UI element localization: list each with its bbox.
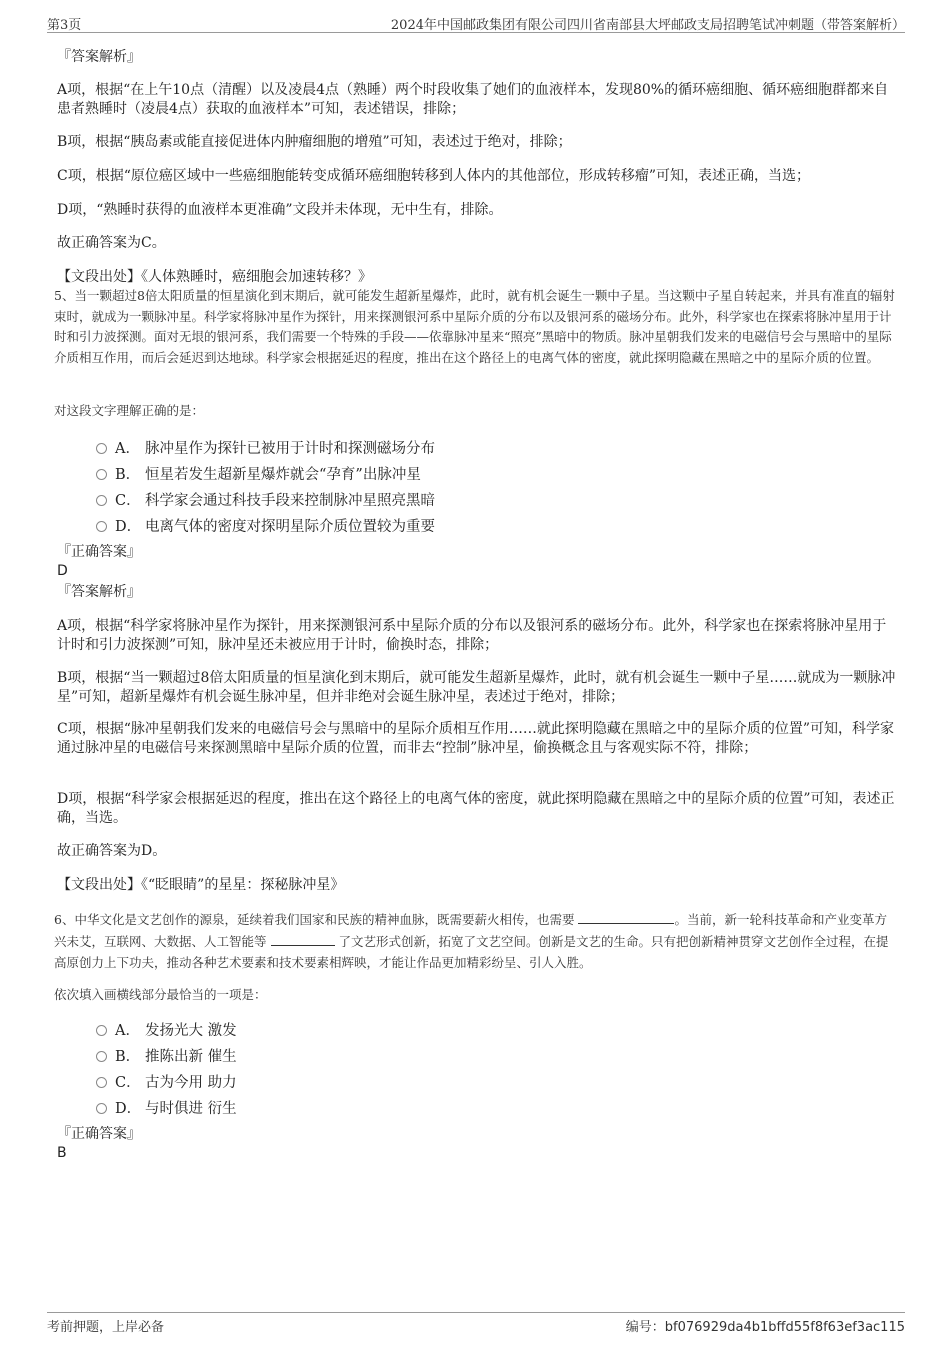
question-5-option-d[interactable]: D． 电离气体的密度对探明星际介质位置较为重要 [96,515,435,536]
answer-analysis-label: 『答案解析』 [57,49,141,65]
radio-icon[interactable] [96,443,107,454]
analysis-conclusion: 故正确答案为C。 [57,235,166,251]
page-header [47,12,905,33]
analysis-conclusion: 故正确答案为D。 [57,843,167,859]
question-6-option-c[interactable]: C． 古为今用 助力 [96,1071,237,1092]
question-5-option-c[interactable]: C． 科学家会通过科技手段来控制脉冲星照亮黑暗 [96,489,435,510]
radio-icon[interactable] [96,521,107,532]
analysis-option-d: D项，“熟睡时获得的血液样本更准确”文段并未体现，无中生有，排除。 [57,202,503,218]
analysis-option-a: A项，根据“科学家将脉冲星作为探针，用来探测银河系中星际介质的分布以及银河系的磁场分布。此外，科学家也在探索将脉冲星用于计时和引力波探测”可知，脉冲星还未被应用于计时，偷换时态，排除； [57,618,887,653]
radio-icon[interactable] [96,1025,107,1036]
page-footer [47,1312,905,1337]
analysis-option-d: D项，根据“科学家会根据延迟的程度，推出在这个路径上的电离气体的密度，就此探明隐藏在黑暗之中的星际介质的位置”可知，表述正确，当选。 [57,791,895,826]
question-6-passage: 6、中华文化是文艺创作的源泉，延续着我们国家和民族的精神血脉，既需要薪火相传，也需要 。当前，新一轮科技革命和产业变革方兴未艾，互联网、大数据、人工智能等 了文艺形式创新，拓宽了文艺空间。创新是文艺的生命。只有把创新精神贯穿文艺创作全过程，在提高原创力上下功夫，推动各种艺术要素和技术要素相辉映，才能让作品更加精彩纷呈、引人入胜。 [54,912,889,970]
page-number: 第3页 [47,18,82,33]
question-5-option-b[interactable]: B． 恒星若发生超新星爆炸就会“孕育”出脉冲星 [96,463,421,484]
question-5-prompt: 对这段文字理解正确的是： [54,403,205,418]
footer-slogan: 考前押题，上岸必备 [47,1320,165,1335]
fill-blank-2 [271,932,335,946]
question-5-option-a[interactable]: A． 脉冲星作为探针已被用于计时和探测磁场分布 [96,437,435,458]
document-code: 编号：bf076929da4b1bffd55f8f63ef3ac115 [625,1320,905,1335]
passage-source: 【文段出处】《“眨眼睛”的星星：探秘脉冲星》 [57,877,345,893]
radio-icon[interactable] [96,1051,107,1062]
radio-icon[interactable] [96,1077,107,1088]
fill-blank-1 [578,910,674,924]
radio-icon[interactable] [96,495,107,506]
correct-answer: B [57,1145,67,1161]
analysis-option-c: C项，根据“脉冲星朝我们发来的电磁信号会与黑暗中的星际介质相互作用……就此探明隐藏在黑暗之中的星际介质的位置”可知，科学家通过脉冲星的电磁信号来探测黑暗中星际介质的位置，而非去“控制”脉冲星，偷换概念且与客观实际不符，排除； [57,721,895,756]
analysis-option-b: B项，根据“胰岛素或能直接促进体内肿瘤细胞的增殖”可知，表述过于绝对，排除； [57,134,572,150]
question-6-option-d[interactable]: D． 与时俱进 衍生 [96,1097,237,1118]
analysis-option-c: C项，根据“原位癌区域中一些癌细胞能转变成循环癌细胞转移到人体内的其他部位，形成转移瘤”可知，表述正确，当选； [57,168,811,184]
radio-icon[interactable] [96,1103,107,1114]
document-title: 2024年中国邮政集团有限公司四川省南部县大坪邮政支局招聘笔试冲刺题（带答案解析） [390,18,905,33]
analysis-option-b: B项，根据“当一颗超过8倍太阳质量的恒星演化到末期后，就可能发生超新星爆炸，此时，就有机会诞生一颗中子星……就成为一颗脉冲星”可知，超新星爆炸有机会诞生脉冲星，但并非绝对会诞生脉冲星，表述过于绝对，排除； [57,670,896,705]
answer-analysis-label: 『答案解析』 [57,584,141,600]
question-6-option-b[interactable]: B． 推陈出新 催生 [96,1045,237,1066]
radio-icon[interactable] [96,469,107,480]
question-5-passage: 5、当一颗超过8倍太阳质量的恒星演化到末期后，就可能发生超新星爆炸，此时，就有机会诞生一颗中子星。当这颗中子星自转起来，并具有准直的辐射束时，就成为一颗脉冲星。科学家将脉冲星作为探针，用来探测银河系中星际介质的分布以及银河系的磁场分布。此外，科学家也在探索将脉冲星用于计时和引力波探测。面对无垠的银河系，我们需要一个特殊的手段——依靠脉冲星来“照亮”黑暗中的物质。脉冲星朝我们发来的电磁信号会与黑暗中的星际介质相互作用，而后会延迟到达地球。科学家会根据延迟的程度，推出在这个路径上的电离气体的密度，就此探明隐藏在黑暗之中的星际介质的位置。 [54,288,895,365]
question-6-prompt: 依次填入画横线部分最恰当的一项是： [54,987,267,1002]
correct-answer-label: 『正确答案』 [57,544,141,560]
passage-source: 【文段出处】《人体熟睡时，癌细胞会加速转移？》 [57,269,372,285]
analysis-option-a: A项，根据“在上午10点（清醒）以及凌晨4点（熟睡）两个时段收集了她们的血液样本，发现80%的循环癌细胞、循环癌细胞群都来自患者熟睡时（凌晨4点）获取的血液样本”可知，表述错误，排除； [57,82,889,117]
correct-answer: D [57,563,68,579]
correct-answer-label: 『正确答案』 [57,1126,141,1142]
question-6-option-a[interactable]: A． 发扬光大 激发 [96,1019,237,1040]
